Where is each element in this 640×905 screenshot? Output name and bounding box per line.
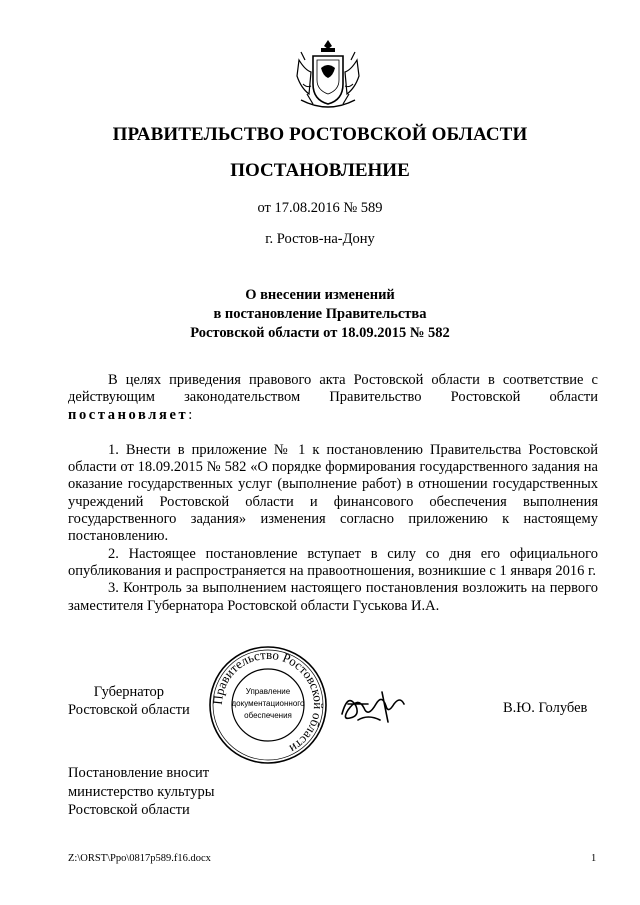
handwritten-signature (338, 684, 416, 728)
document-city: г. Ростов-на-Дону (265, 231, 375, 247)
stamp-center-line: обеспечения (244, 711, 292, 720)
page-number: 1 (591, 853, 597, 864)
document-date-number: от 17.08.2016 № 589 (257, 200, 383, 216)
item-paragraph: 2. Настоящее постановление вступает в силу со дня его официального опубликования и распространяется на правоотношения, возникшие с 1 января 2016 г. (68, 545, 598, 579)
coat-of-arms-icon (293, 38, 363, 116)
note-line: министерство культуры (68, 783, 215, 800)
subject-line: Ростовской области от 18.09.2015 № 582 (190, 325, 450, 341)
government-title: ПРАВИТЕЛЬСТВО РОСТОВСКОЙ ОБЛАСТИ (112, 124, 528, 145)
submitted-by-note (68, 764, 214, 820)
decree-colon: : (188, 406, 193, 423)
position-line: Ростовской области (68, 702, 190, 718)
note-line: Ростовской области (68, 802, 190, 818)
stamp-center-line: документационного (231, 699, 305, 708)
official-stamp (207, 644, 329, 766)
document-body (68, 372, 598, 615)
stamp-ring-text: Правительство Ростовской области (209, 646, 327, 757)
stamp-center-line: Управление (245, 687, 291, 696)
item-paragraph: 1. Внести в приложение № 1 к постановлению Правительства Ростовской области от 18.09.2015 № 582 «О порядке формирования государственного задания на оказание государственных услуг (выполнение работ) в отношении государственных учреждений Ростовской области и финансового обеспечения выполнения государственного задания» изменения согласно приложению к настоящему постановлению. (68, 441, 598, 545)
document-type: ПОСТАНОВЛЕНИЕ (230, 160, 410, 181)
file-path: Z:\ORST\Ppo\0817p589.f16.docx (68, 853, 211, 864)
document-subject (0, 286, 640, 343)
signatory-position (68, 683, 190, 719)
decree-word: постановляет (68, 406, 189, 423)
position-line: Губернатор (93, 684, 164, 700)
preamble-paragraph (68, 372, 598, 424)
subject-line: в постановление Правительства (213, 306, 427, 322)
signatory-name: В.Ю. Голубев (503, 700, 588, 716)
item-paragraph: 3. Контроль за выполнением настоящего постановления возложить на первого заместителя Губернатора Ростовской области Гуськова И.А. (68, 580, 598, 614)
note-line: Постановление вносит (68, 765, 210, 781)
preamble-text: В целях приведения правового акта Ростовской области в соответствие с действующим законодательством Правительство Ростовской области (68, 372, 598, 406)
subject-line: О внесении изменений (245, 287, 395, 303)
